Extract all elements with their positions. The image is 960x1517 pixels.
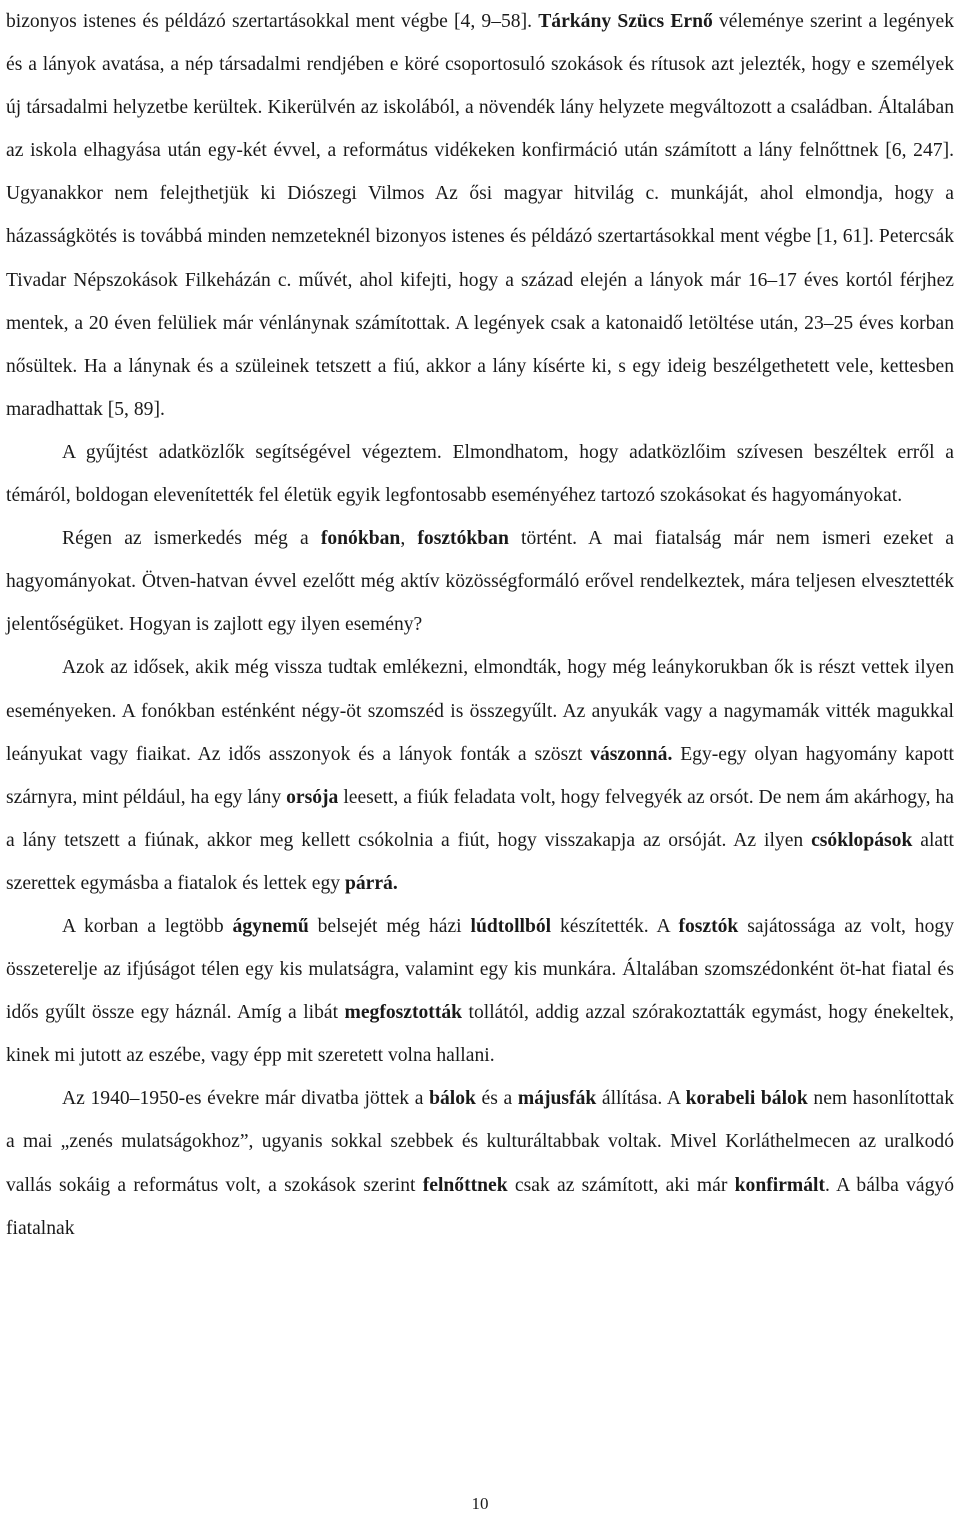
text-run: állítása. A (596, 1088, 686, 1110)
text-run: sajátossága az volt, hogy összeterelje az ifjúságot télen egy kis mulatságra, valamint egy kis munkára. Általában szomszédonként öt-hat fiatal és idős gyűlt össze egy háznál. Amíg a libát (6, 915, 954, 1024)
bold-term: lúdtollból (470, 915, 552, 937)
bold-term: felnőttnek (422, 1174, 508, 1196)
bold-term: konfirmált (734, 1174, 825, 1196)
text-run: Azok az idősek, akik még vissza tudtak emlékezni, elmondták, hogy még leánykorukban ők is részt vettek ilyen eseményeken. A fonókban esténként négy-öt szomszéd is összegyűlt. Az anyukák vagy a nagymamák vitték magukkal leányukat vagy fiaikat. Az idős asszonyok és a lányok fonták a szöszt (6, 657, 954, 765)
bold-term: fosztókban (417, 528, 509, 550)
text-run: bizonyos istenes és példázó szertartásokkal ment végbe [4, 9–58]. (6, 11, 539, 32)
paragraph (6, 1077, 954, 1249)
text-run: tollától, addig azzal szórakoztatták egymást, hogy énekeltek, kinek mi jutott az eszébe, vagy épp mit szeretett volna hallani. (6, 1002, 954, 1067)
bold-term: párrá. (344, 872, 398, 894)
text-run: alatt szerettek egymásba a fiatalok és lettek egy (6, 829, 954, 894)
text-run: és a (475, 1088, 518, 1110)
paragraph (6, 0, 954, 431)
text-run: leesett, a fiúk feladata volt, hogy felvegyék az orsót. De nem ám akárhogy, ha a lány tetszett a fiúnak, akkor meg kellett csókolnia a fiút, hogy visszakapja az orsóját. Az ilyen (6, 786, 954, 851)
bold-term: ágynemű (232, 915, 309, 937)
bold-term: megfosztották (344, 1002, 463, 1024)
bold-term: fonókban (320, 528, 401, 550)
document-page (6, 0, 954, 1250)
text-run: belsejét még házi (308, 915, 471, 937)
text-run: csak az számított, aki már (507, 1174, 735, 1196)
bold-term: Tárkány Szücs Ernő (538, 11, 713, 32)
bold-term: fosztók (678, 915, 739, 937)
paragraph (6, 431, 954, 517)
text-run: történt. A mai fiatalság már nem ismeri ezeket a hagyományokat. Ötven-hatvan évvel ezelőtt még aktív közösségformáló erővel rendelkeztek, mára teljesen elvesztették jelentőségüket. Hogyan is zajlott egy ilyen esemény? (6, 528, 954, 636)
paragraph (6, 905, 954, 1077)
bold-term: bálok (429, 1088, 476, 1110)
bold-term: orsója (286, 786, 339, 808)
bold-term: csóklopások (811, 829, 913, 851)
text-run: Egy-egy olyan hagyomány kapott szárnyra, mint például, ha egy lány (6, 743, 954, 808)
bold-term: korabeli bálok (685, 1088, 808, 1110)
paragraph (6, 646, 954, 905)
text-run: véleménye szerint a legények és a lányok avatása, a nép társadalmi rendjében e köré csoportosuló szokások és rítusok azt jelezték, hogy e személyek új társadalmi helyzetbe kerültek. Kikerülvén az iskolából, a növendék lány helyzete megváltozott a családban. Általában az iskola elhagyása után egy-két évvel, a református vidékeken konfirmáció után számított a lány felnőttnek [6, 247]. Ugyanakkor nem felejthetjük ki Diószegi Vilmos Az ősi magyar hitvilág c. munkáját, ahol elmondja, hogy a házasságkötés is továbbá minden nemzeteknél bizonyos istenes és példázó szertartásokkal ment végbe [1, 61]. Petercsák Tivadar Népszokások Filkeházán c. művét, ahol kifejti, hogy a század elején a lányok már 16–17 éves kortól férjhez mentek, a 20 éven felüliek már vénlánynak számítottak. A legények csak a katonaidő letöltése után, 23–25 éves korban nősültek. Ha a lánynak és a szüleinek tetszett a fiú, akkor a lány kísérte ki, s egy ideig beszélgethetett vele, kettesben maradhattak [5, 89]. (6, 11, 954, 420)
bold-term: vászonná. (590, 743, 673, 765)
text-run: A gyűjtést adatközlők segítségével végeztem. Elmondhatom, hogy adatközlőim szívesen beszéltek erről a témáról, boldogan elevenítették fel életük egyik legfontosabb eseményéhez tartozó szokásokat és hagyományokat. (6, 441, 954, 507)
text-run: A korban a legtöbb (62, 915, 233, 937)
text-run: készítették. A (551, 915, 679, 937)
bold-term: májusfák (517, 1088, 597, 1110)
text-run: , (400, 528, 418, 550)
text-run: . A bálba vágyó fiatalnak (6, 1174, 955, 1239)
text-run: Régen az ismerkedés még a (62, 528, 321, 550)
text-run: nem hasonlítottak a mai „zenés mulatságokhoz”, ugyanis sokkal szebbek és kulturáltabbak voltak. Mivel Korláthelmecen az uralkodó vallás sokáig a református volt, a szokások szerint (6, 1088, 954, 1196)
paragraph (6, 517, 954, 646)
text-run: Az 1940–1950-es évekre már divatba jöttek a (62, 1088, 430, 1110)
body-text (6, 0, 954, 1250)
page-number: 10 (471, 1494, 489, 1513)
